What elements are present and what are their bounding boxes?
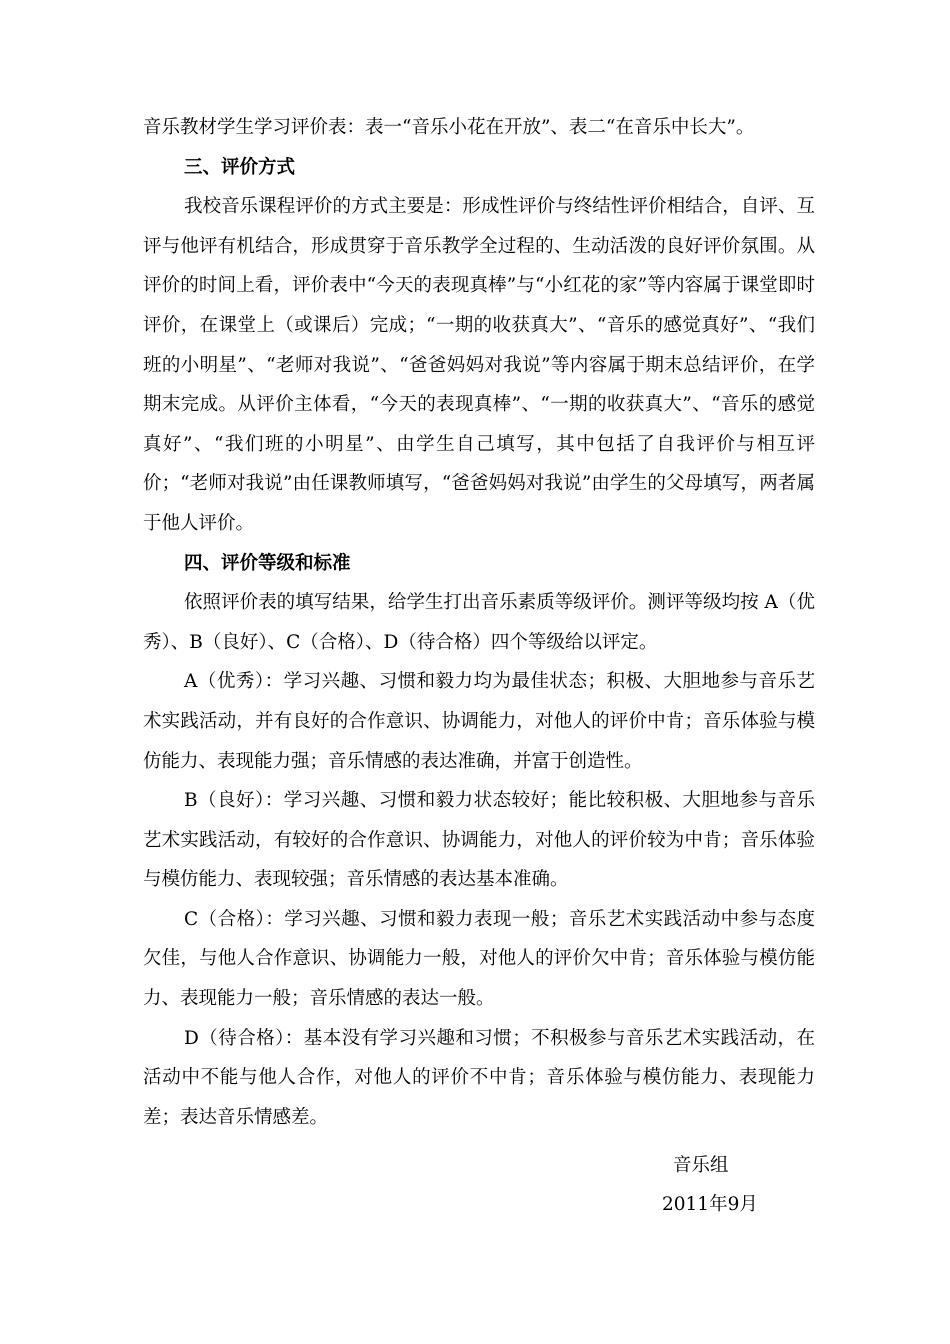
section-heading-evaluation-method: 三、评价方式 <box>184 156 296 178</box>
section-heading-grades-and-standards: 四、评价等级和标准 <box>184 552 351 574</box>
grade-a-paragraph: A（优秀）：学习兴趣、习惯和毅力均为最佳状态；积极、大胆地参与音乐艺术实践活动，并有良好的合作意识、协调能力，对他人的评价中肯；音乐体验与模仿能力、表现能力强；音乐情感的表达准确，并富于创造性。 <box>143 671 815 772</box>
grades-intro-paragraph: 依照评价表的填写结果，给学生打出音乐素质等级评价。测评等级均按 A（优秀）、B（良好）、C（合格）、D（待合格）四个等级给以评定。 <box>143 592 815 653</box>
intro-paragraph: 音乐教材学生学习评价表：表一“音乐小花在开放”、表二“在音乐中长大”。 <box>143 117 755 138</box>
document-body <box>143 108 815 1137</box>
grade-d-paragraph: D（待合格）：基本没有学习兴趣和习惯；不积极参与音乐艺术实践活动，在活动中不能与他人合作，对他人的评价不中肯；音乐体验与模仿能力、表现能力差；表达音乐情感差。 <box>143 1027 815 1128</box>
evaluation-method-paragraph: 我校音乐课程评价的方式主要是：形成性评价与终结性评价相结合，自评、互评与他评有机结合，形成贯穿于音乐教学全过程的、生动活泼的良好评价氛围。从评价的时间上看，评价表中“今天的表现真棒”与“小红花的家”等内容属于课堂即时评价，在课堂上（或课后）完成；“一期的收获真大”、“音乐的感觉真好”、“我们班的小明星”、“老师对我说”、“爸爸妈妈对我说”等内容属于期末总结评价，在学期末完成。从评价主体看，“今天的表现真棒”、“一期的收获真大”、“音乐的感觉真好”、“我们班的小明星”、由学生自己填写，其中包括了自我评价与相互评价；“老师对我说”由任课教师填写，“爸爸妈妈对我说”由学生的父母填写，两者属于他人评价。 <box>143 196 815 534</box>
signature-date: 2011年9月 <box>662 1194 758 1215</box>
signature-group: 音乐组 <box>673 1155 729 1176</box>
grade-c-paragraph: C（合格）：学习兴趣、习惯和毅力表现一般；音乐艺术实践活动中参与态度欠佳，与他人合作意识、协调能力一般，对他人的评价欠中肯；音乐体验与模仿能力、表现能力一般；音乐情感的表达一般。 <box>143 908 815 1010</box>
grade-b-paragraph: B（良好）：学习兴趣、习惯和毅力状态较好；能比较积极、大胆地参与音乐艺术实践活动，有较好的合作意识、协调能力，对他人的评价较为中肯；音乐体验与模仿能力、表现较强；音乐情感的表达基本准确。 <box>143 790 815 891</box>
